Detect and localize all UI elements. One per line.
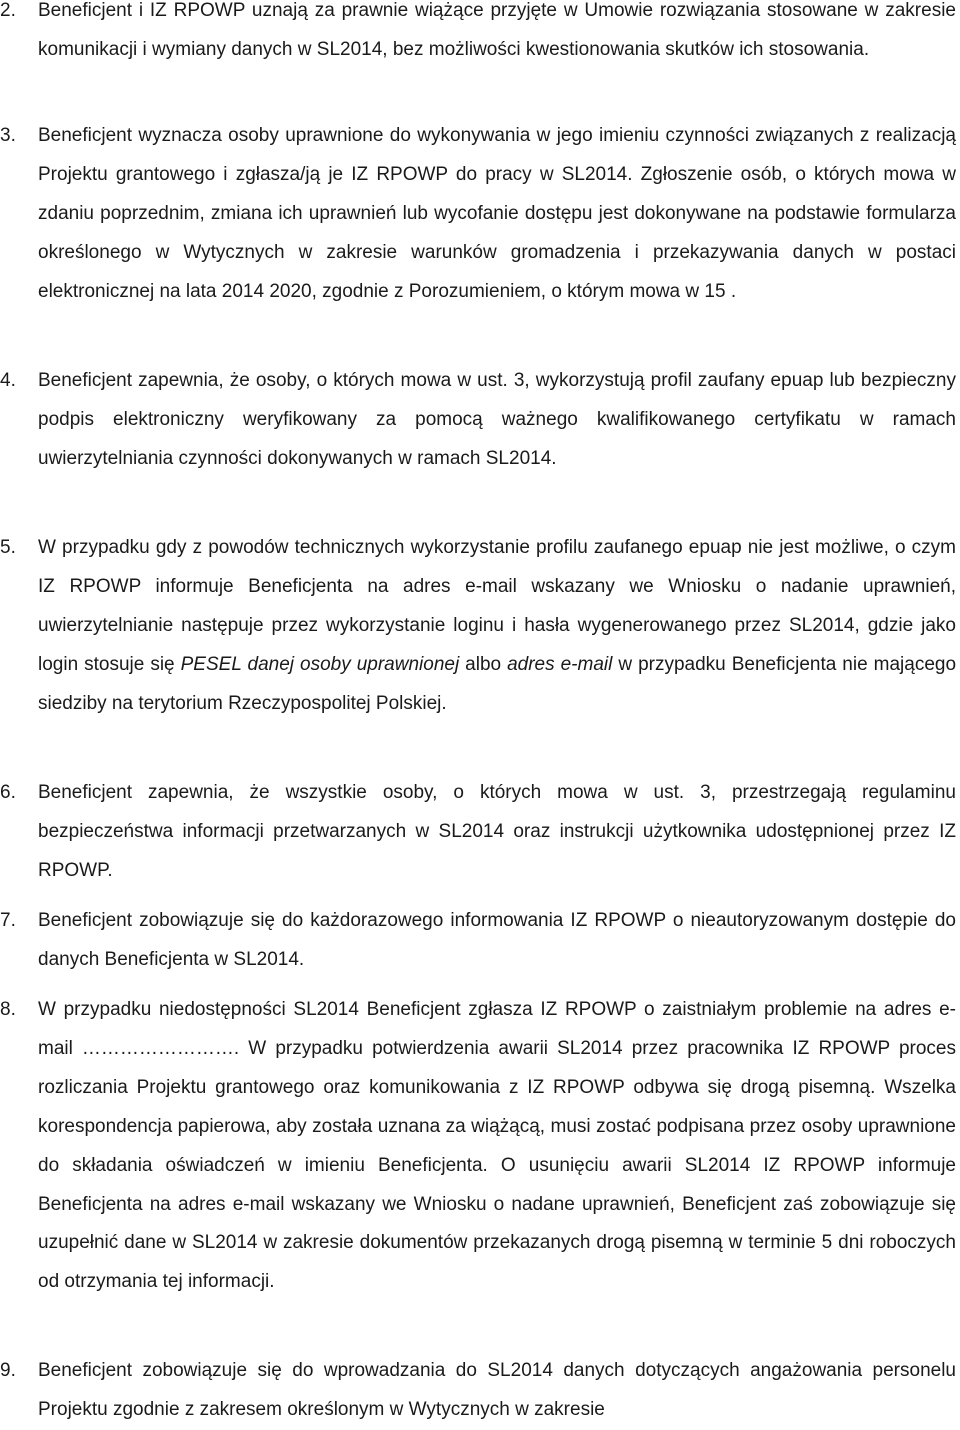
item-text: Beneficjent zapewnia, że wszystkie osoby, o których mowa w ust. 3, przestrzegają regulaminu bezpieczeństwa informacji przetwarzanych w SL2014 oraz instrukcji użytkownika udostępnionej przez IZ RPOWP.	[38, 782, 956, 881]
item-text	[38, 529, 956, 724]
item-number: 7.	[0, 910, 16, 931]
item-number: 4.	[0, 370, 16, 391]
item-text: Beneficjent i IZ RPOWP uznają za prawnie wiążące przyjęte w Umowie rozwiązania stosowane w zakresie komunikacji i wymiany danych w SL2014, bez możliwości kwestionowania skutków ich stosowania.	[38, 0, 956, 60]
italic-segment-pesel: PESEL danej osoby uprawnionej	[180, 653, 460, 675]
item-number: 9.	[0, 1360, 16, 1381]
item-number: 6.	[0, 782, 16, 803]
item-text: Beneficjent zobowiązuje się do wprowadzania do SL2014 danych dotyczących angażowania personelu Projektu zgodnie z zakresem określonym w Wytycznych w zakresie	[38, 1360, 956, 1420]
item-text: Beneficjent zobowiązuje się do każdorazowego informowania IZ RPOWP o nieautoryzowanym dostępie do danych Beneficjenta w SL2014.	[38, 910, 956, 970]
text-segment: albo	[459, 653, 508, 675]
item-number: 8.	[0, 999, 16, 1020]
item-number: 3.	[0, 125, 16, 146]
item-text: W przypadku niedostępności SL2014 Beneficjent zgłasza IZ RPOWP o zaistniałym problemie na adres e-mail ……………………. W przypadku potwierdzenia awarii SL2014 przez pracownika IZ RPOWP proces rozliczania Projektu grantowego oraz komunikowania z IZ RPOWP odbywa się drogą pisemną. Wszelka korespondencja papierowa, aby została uznana za wiążącą, musi zostać podpisana przez osoby uprawnione do składania oświadczeń w imieniu Beneficjenta. O usunięciu awarii SL2014 IZ RPOWP informuje Beneficjenta na adres e-mail wskazany we Wniosku o nadane uprawnień, Beneficjent zaś zobowiązuje się uzupełnić dane w SL2014 w zakresie dokumentów przekazanych drogą pisemną w terminie 5 dni roboczych od otrzymania tej informacji.	[38, 999, 956, 1293]
item-text: Beneficjent wyznacza osoby uprawnione do wykonywania w jego imieniu czynności związanych z realizacją Projektu grantowego i zgłasza/ją je IZ RPOWP do pracy w SL2014. Zgłoszenie osób, o których mowa w zdaniu poprzednim, zmiana ich uprawnień lub wycofanie dostępu jest dokonywane na podstawie formularza określonego w Wytycznych w zakresie warunków gromadzenia i przekazywania danych w postaci elektronicznej na lata 2014 2020, zgodnie z Porozumieniem, o którym mowa w 15 .	[38, 125, 956, 302]
text-segment: w przypadku Beneficjenta nie mającego siedziby na terytorium Rzeczypospolitej Polskiej.	[38, 653, 957, 714]
italic-segment-email: adres e-mail	[507, 653, 613, 675]
text-segment: W przypadku gdy z powodów technicznych wykorzystanie profilu zaufanego epuap nie jest możliwe, o czym IZ RPOWP informuje Beneficjenta na adres e-mail wskazany we Wniosku o nadanie uprawnień, uwierzytelnianie następuje przez wykorzystanie loginu i hasła wygenerowanego przez SL2014, gdzie jako login stosuje się	[38, 537, 956, 675]
item-number: 2.	[0, 0, 16, 21]
item-number: 5.	[0, 537, 16, 558]
item-text: Beneficjent zapewnia, że osoby, o których mowa w ust. 3, wykorzystują profil zaufany epuap lub bezpieczny podpis elektroniczny weryfikowany za pomocą ważnego kwalifikowanego certyfikatu w ramach uwierzytelniania czynności dokonywanych w ramach SL2014.	[38, 370, 956, 469]
